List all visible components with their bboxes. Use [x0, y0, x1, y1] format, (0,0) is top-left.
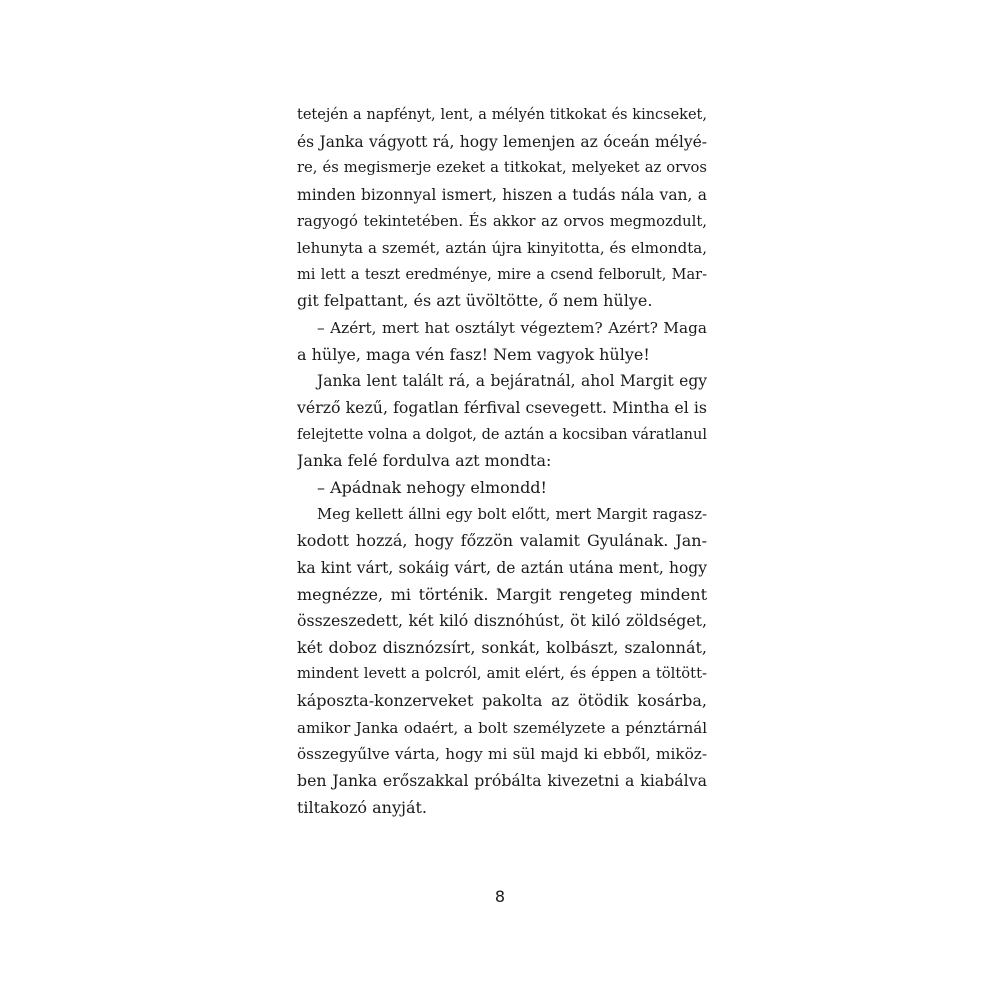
text-line: tetején a napfényt, lent, a mélyén titkokat és kincseket, — [297, 107, 707, 123]
text-line: kodott hozzá, hogy főzzön valamit Gyulának. Jan- — [297, 531, 707, 551]
text-line: Janka felé fordulva azt mondta: — [297, 451, 552, 471]
text-line: – Azért, mert hat osztályt végeztem? Azért? Maga — [317, 319, 707, 338]
text-line: amikor Janka odaért, a bolt személyzete a pénztárnál — [297, 718, 707, 737]
text-line: két doboz disznózsírt, sonkát, kolbászt, szalonnát, — [297, 637, 707, 657]
text-line: ben Janka erőszakkal próbálta kivezetni a kiabálva — [297, 771, 707, 791]
text-line: mindent levett a polcról, amit elért, és éppen a töltött- — [297, 665, 707, 683]
text-line: Meg kellett állni egy bolt előtt, mert Margit ragasz- — [317, 505, 707, 523]
text-line: – Apádnak nehogy elmondd! — [317, 477, 547, 497]
text-line: vérző kezű, fogatlan férfival csevegett. Mintha el is — [297, 398, 707, 418]
body-text — [297, 102, 707, 821]
text-line: minden bizonnyal ismert, hiszen a tudás nála van, a — [297, 185, 707, 204]
text-line: összegyűlve várta, hogy mi sül majd ki ebből, miköz- — [297, 745, 707, 764]
text-line: Janka lent talált rá, a bejáratnál, ahol Margit egy — [317, 372, 707, 391]
text-line: felejtette volna a dolgot, de aztán a kocsiban váratlanul — [297, 426, 707, 443]
text-line: re, és megismerje ezeket a titkokat, melyeket az orvos — [297, 159, 707, 177]
text-line: káposzta-konzerveket pakolta az ötödik kosárba, — [297, 691, 707, 711]
page-number: 8 — [494, 887, 506, 906]
text-line: összeszedett, két kiló disznóhúst, öt kiló zöldséget, — [297, 611, 707, 631]
text-line: a hülye, maga vén fasz! Nem vagyok hülye! — [297, 344, 650, 364]
text-line: ragyogó tekintetében. És akkor az orvos megmozdult, — [297, 212, 707, 230]
text-line: git felpattant, és azt üvöltötte, ő nem hülye. — [297, 291, 653, 311]
text-line: tiltakozó anyját. — [297, 797, 428, 817]
text-line: mi lett a teszt eredménye, mire a csend felborult, Mar- — [297, 266, 707, 283]
text-line: és Janka vágyott rá, hogy lemenjen az óceán mélyé- — [297, 132, 707, 151]
text-line: megnézze, mi történik. Margit rengeteg mindent — [297, 584, 707, 604]
text-line: lehunyta a szemét, aztán újra kinyitotta, és elmondta, — [297, 239, 707, 258]
text-line: ka kint várt, sokáig várt, de aztán utána ment, hogy — [297, 558, 707, 577]
